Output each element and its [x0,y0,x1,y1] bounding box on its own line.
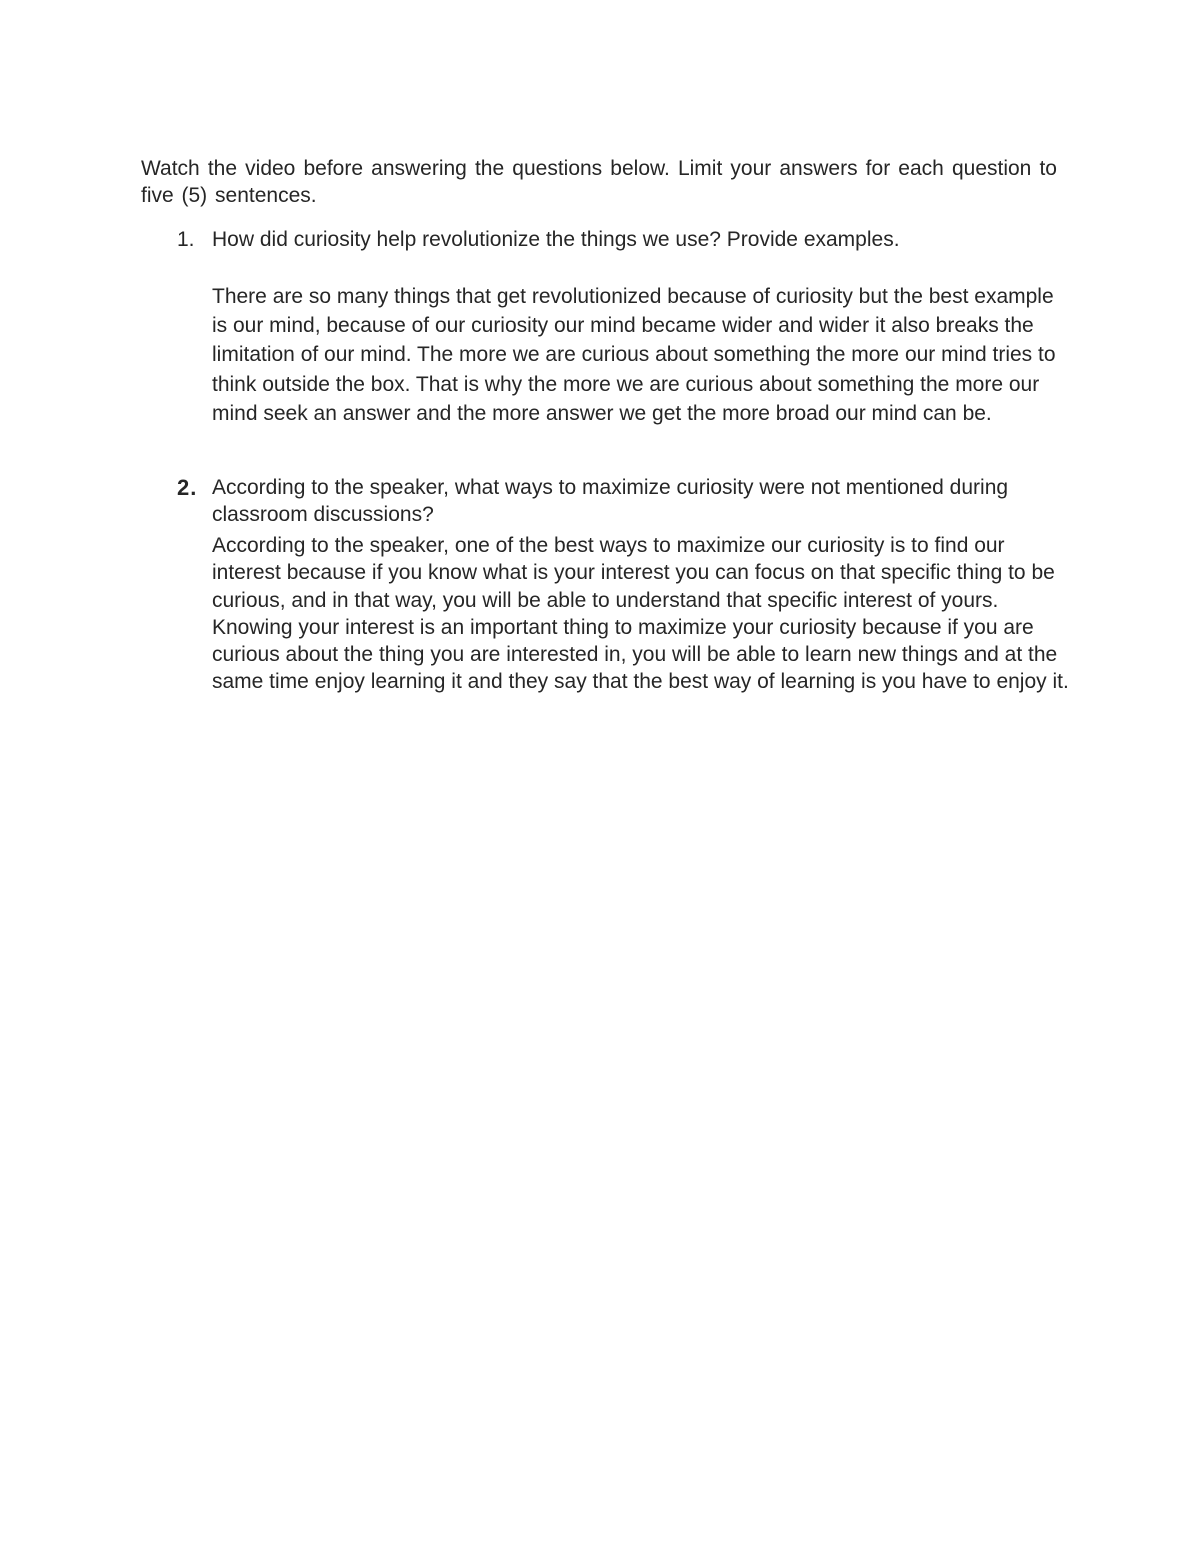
instructions-paragraph: Watch the video before answering the questions below. Limit your answers for each question to five (5) sentences. [141,157,1057,207]
question-number: 2. [177,475,198,500]
answer-text: According to the speaker, one of the best ways to maximize our curiosity is to find our interest because if you know what is your interest you can focus on that specific thing to be curious, and in that way, you will be able to understand that specific interest of yours. Knowing your interest is an important thing to maximize your curiosity because if you are curious about the thing you are interested in, you will be able to learn new things and at the same time enjoy learning it and they say that the best way of learning is you have to enjoy it. [212,534,1069,694]
question-number: 1. [177,228,195,251]
question-text: According to the speaker, what ways to maximize curiosity were not mentioned during classroom discussions? [212,476,1009,526]
question-text: How did curiosity help revolutionize the things we use? Provide examples. [212,228,900,251]
answer-text: There are so many things that get revolutionized because of curiosity but the best example is our mind, because of our curiosity our mind became wider and wider it also breaks the limitation of our mind. The more we are curious about something the more our mind tries to think outside the box. That is why the more we are curious about something the more our mind seek an answer and the more answer we get the more broad our mind can be. [212,285,1056,425]
